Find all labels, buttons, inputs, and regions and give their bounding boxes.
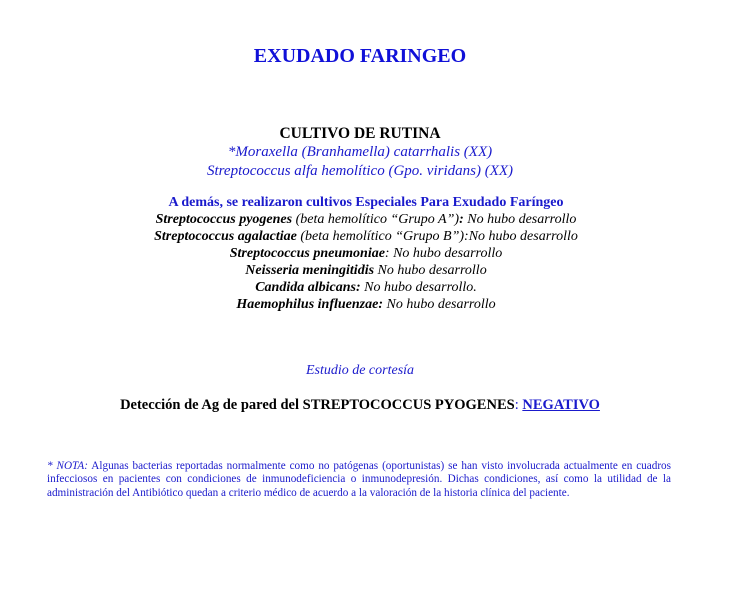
separator: : xyxy=(384,246,390,261)
separator: : xyxy=(514,397,519,413)
culture-result: No hubo desarrollo xyxy=(374,263,487,278)
note-text: Algunas bacterias reportadas normalmente como no patógenas (oportunistas) se han visto involucrada actualmente en cuadros infecciosos en pacientes con condiciones de inmunodeficiencia o inmunodepresión. Dichas condiciones, así como la utilidad de la administración del Antibiótico quedan a criterio médico de acuerdo a la valoración de la historia clínica del paciente. xyxy=(47,460,671,499)
culture-result: No hubo desarrollo xyxy=(389,246,503,261)
organism-name: Haemophilus influenzae: xyxy=(236,297,383,312)
culture-result: No hubo desarrollo xyxy=(468,229,578,244)
organism-name: Candida albicans: xyxy=(255,280,361,295)
detection-label: Detección de Ag de pared del STREPTOCOCCUS PYOGENES xyxy=(120,397,515,413)
organism-detail: (beta hemolítico “Grupo B”) xyxy=(296,229,465,244)
note-label: * NOTA: xyxy=(47,460,88,472)
organism-name: Streptococcus pneumoniae xyxy=(229,246,385,261)
separator: : xyxy=(464,229,469,244)
culture-result: No hubo desarrollo xyxy=(463,212,577,227)
separator: : xyxy=(459,212,464,227)
organism-name: Streptococcus agalactiae xyxy=(154,229,297,244)
routine-culture-heading: CULTIVO DE RUTINA xyxy=(279,125,441,142)
culture-result: No hubo desarrollo xyxy=(382,297,496,312)
organism-name: Streptococcus pyogenes xyxy=(155,212,293,227)
antigen-detection xyxy=(0,397,720,414)
special-cultures-heading: A demás, se realizaron cultivos Especiales Para Exudado Faríngeo xyxy=(168,195,564,210)
report-title: EXUDADO FARINGEO xyxy=(253,45,467,67)
routine-culture-item: *Moraxella (Branhamella) catarrhalis (XX) xyxy=(227,144,493,160)
routine-culture-item: Streptococcus alfa hemolítico (Gpo. viridans) (XX) xyxy=(206,163,514,179)
courtesy-label: Estudio de cortesía xyxy=(305,363,415,378)
detection-result: NEGATIVO xyxy=(522,397,600,413)
special-culture-line xyxy=(0,296,732,313)
special-cultures-section xyxy=(0,194,732,313)
special-culture-line xyxy=(0,262,732,279)
routine-culture-section xyxy=(0,124,720,181)
special-culture-line xyxy=(0,228,732,245)
special-culture-line xyxy=(0,245,732,262)
special-culture-line xyxy=(0,211,732,228)
footnote xyxy=(47,460,671,500)
organism-name: Neisseria meningitidis xyxy=(245,263,375,278)
special-culture-line xyxy=(0,279,732,296)
organism-detail: (beta hemolítico “Grupo A”) xyxy=(292,212,460,227)
culture-result: No hubo desarrollo. xyxy=(360,280,477,295)
